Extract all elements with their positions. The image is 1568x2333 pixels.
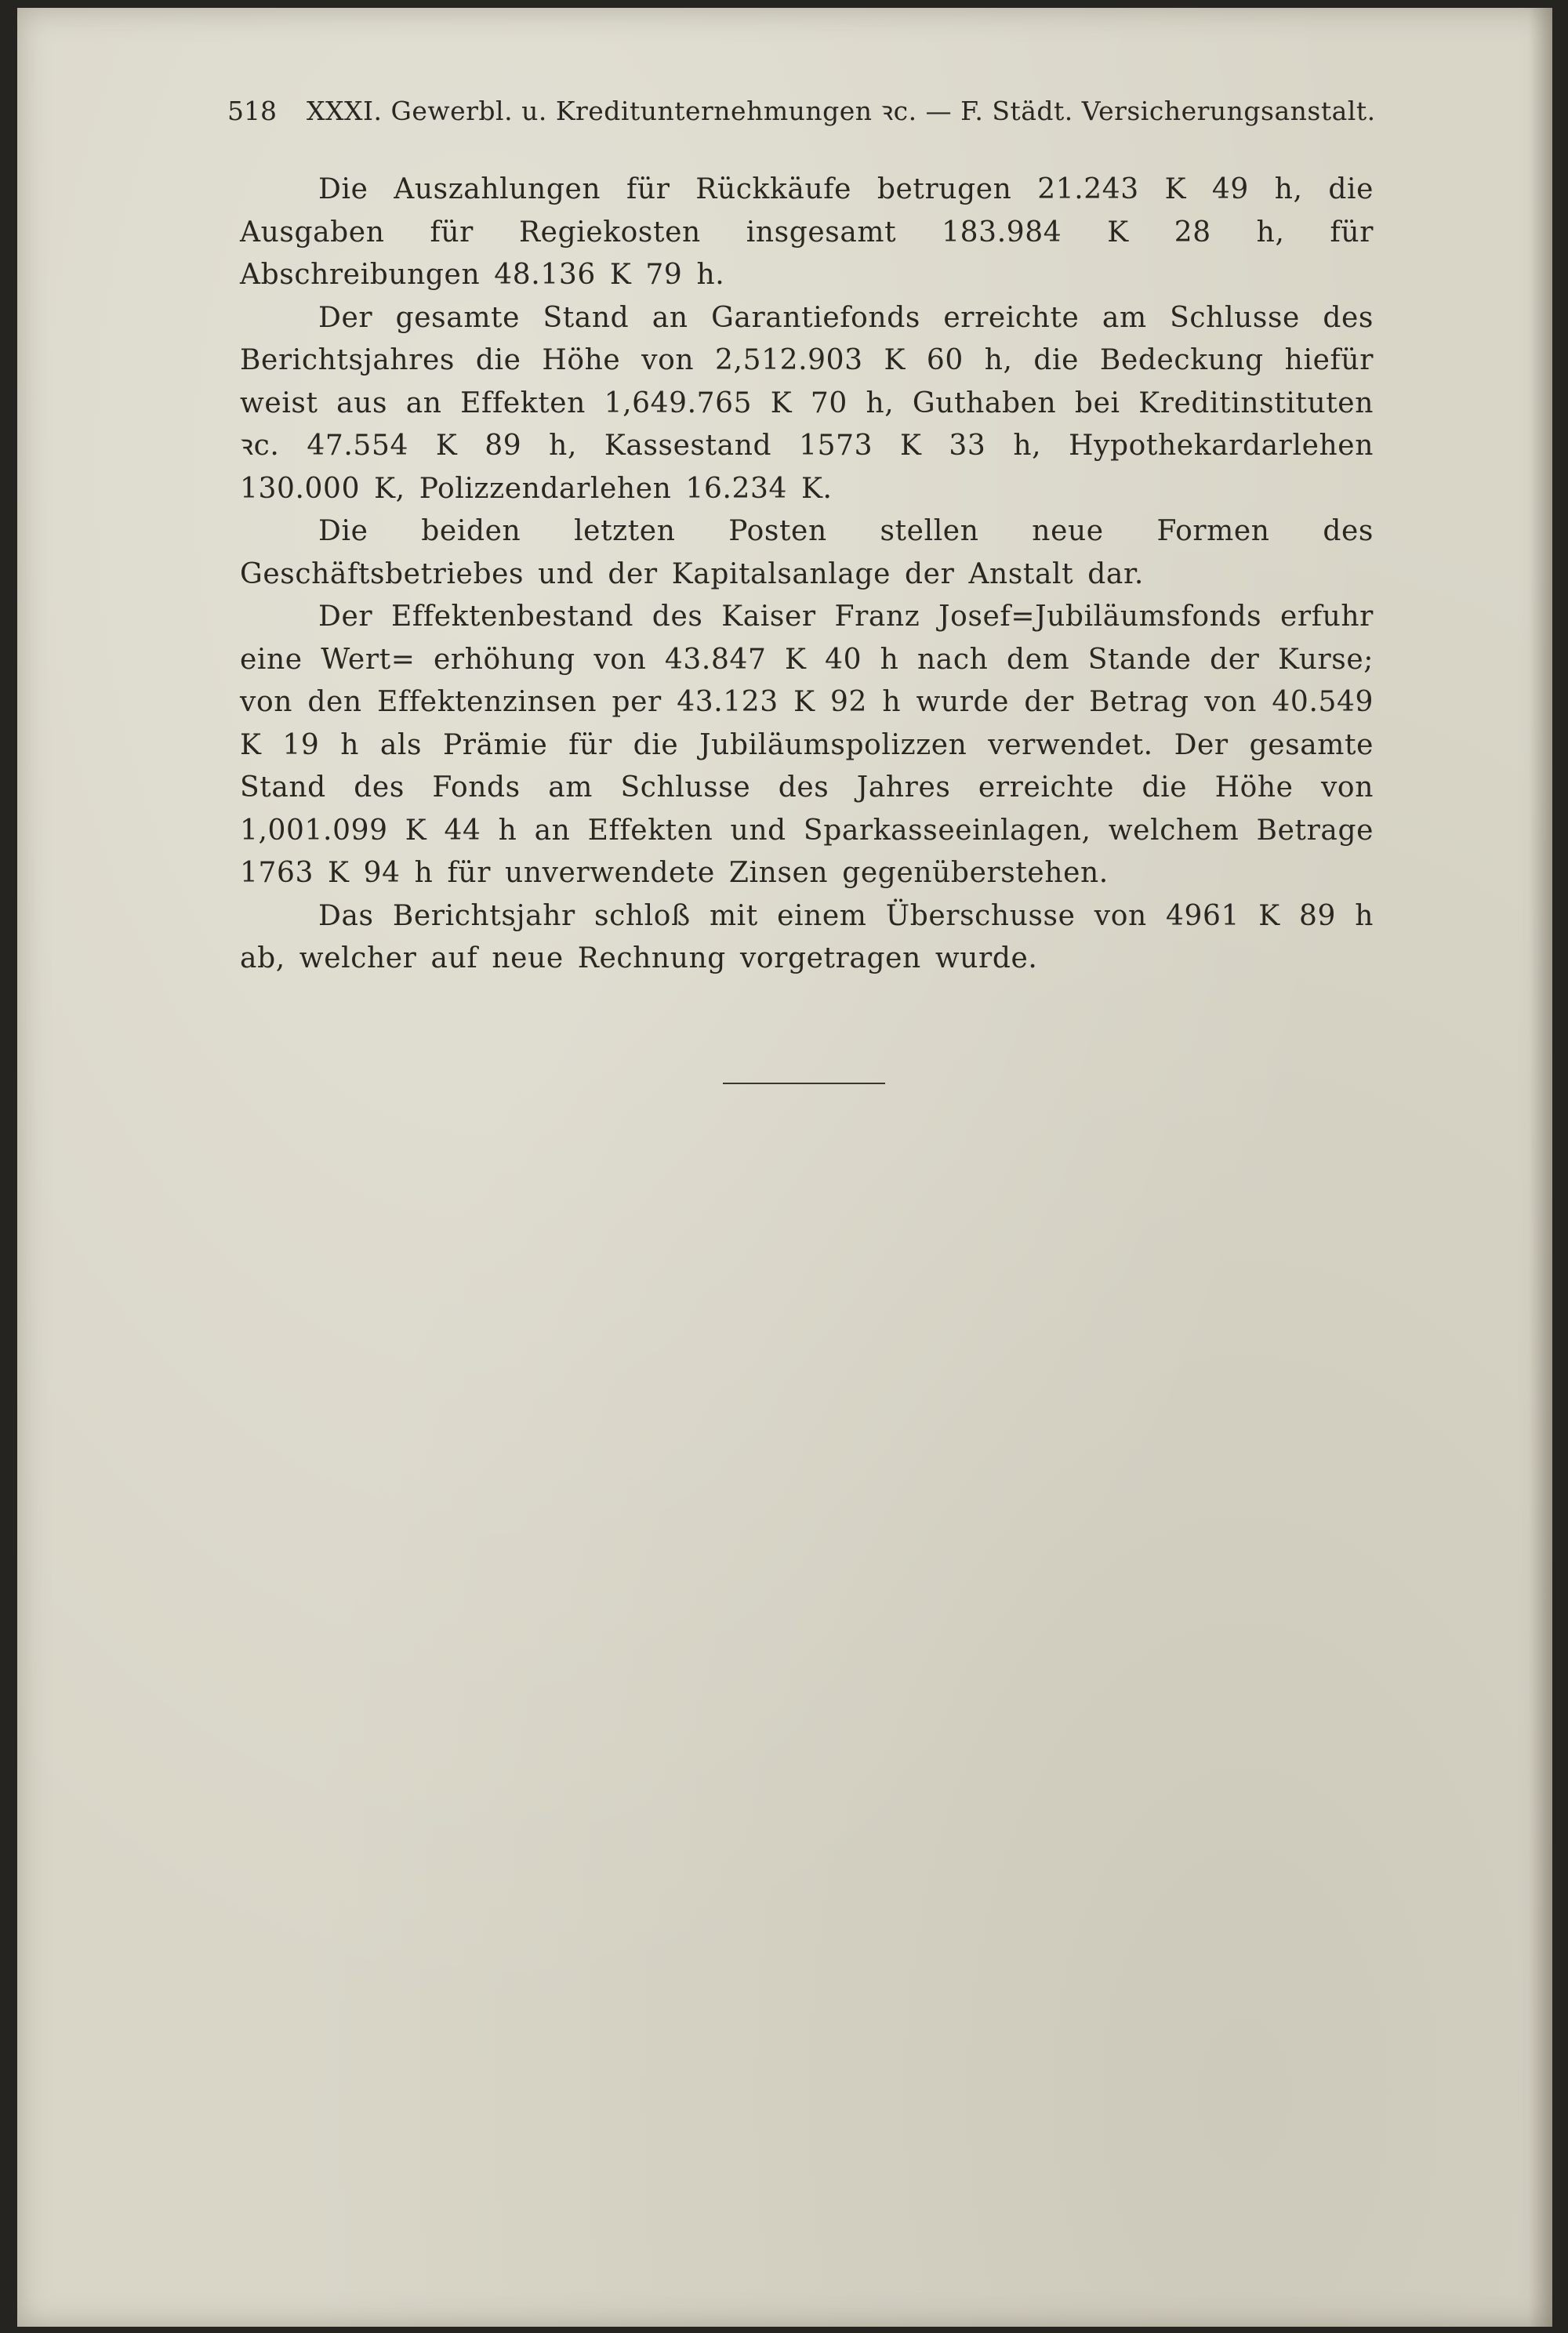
- section-divider: [723, 1083, 885, 1084]
- page-edge-shadow: [1529, 8, 1552, 2327]
- paragraph-payouts: Die Auszahlungen für Rückkäufe betrugen 21.243 K 49 h, die Ausgaben für Regiekosten insgesamt 183.984 K 28 h, für Abschreibungen 48.136 K 79 h.: [240, 173, 1374, 291]
- running-head: XXXI. Gewerbl. u. Kreditunternehmungen ꝛc. — F. Städt. Versicherungsanstalt.: [307, 96, 1376, 126]
- page-header: [227, 93, 1376, 128]
- document-page: [17, 8, 1552, 2327]
- paragraph-surplus: Das Berichtsjahr schloß mit einem Überschusse von 4961 K 89 h ab, welcher auf neue Rechnung vorgetragen wurde.: [240, 899, 1374, 974]
- page-number: 518: [227, 96, 277, 126]
- paragraph-jubilee-fund: Der Effektenbestand des Kaiser Franz Josef=Jubiläumsfonds erfuhr eine Wert= erhöhung von 43.847 K 40 h nach dem Stande der Kurse; von den Effektenzinsen per 43.123 K 92 h wurde der Betrag von 40.549 K 19 h als Prämie für die Jubiläumspolizzen verwendet. Der gesamte Stand des Fonds am Schlusse des Jahres erreichte die Höhe von 1,001.099 K 44 h an Effekten und Sparkasseeinlagen, welchem Betrage 1763 K 94 h für unverwendete Zinsen gegenüberstehen.: [240, 600, 1374, 889]
- body-text: [240, 169, 1374, 981]
- paragraph-guarantee-fund: Der gesamte Stand an Garantiefonds erreichte am Schlusse des Berichtsjahres die Höhe von 2,512.903 K 60 h, die Bedeckung hiefür weist aus an Effekten 1,649.765 K 70 h, Guthaben bei Kreditinstituten ꝛc. 47.554 K 89 h, Kassestand 1573 K 33 h, Hypothekardarlehen 130.000 K, Polizzendarlehen 16.234 K.: [240, 301, 1374, 505]
- paragraph-new-business-forms: Die beiden letzten Posten stellen neue Formen des Geschäftsbetriebes und der Kapitalsanlage der Anstalt dar.: [240, 515, 1374, 590]
